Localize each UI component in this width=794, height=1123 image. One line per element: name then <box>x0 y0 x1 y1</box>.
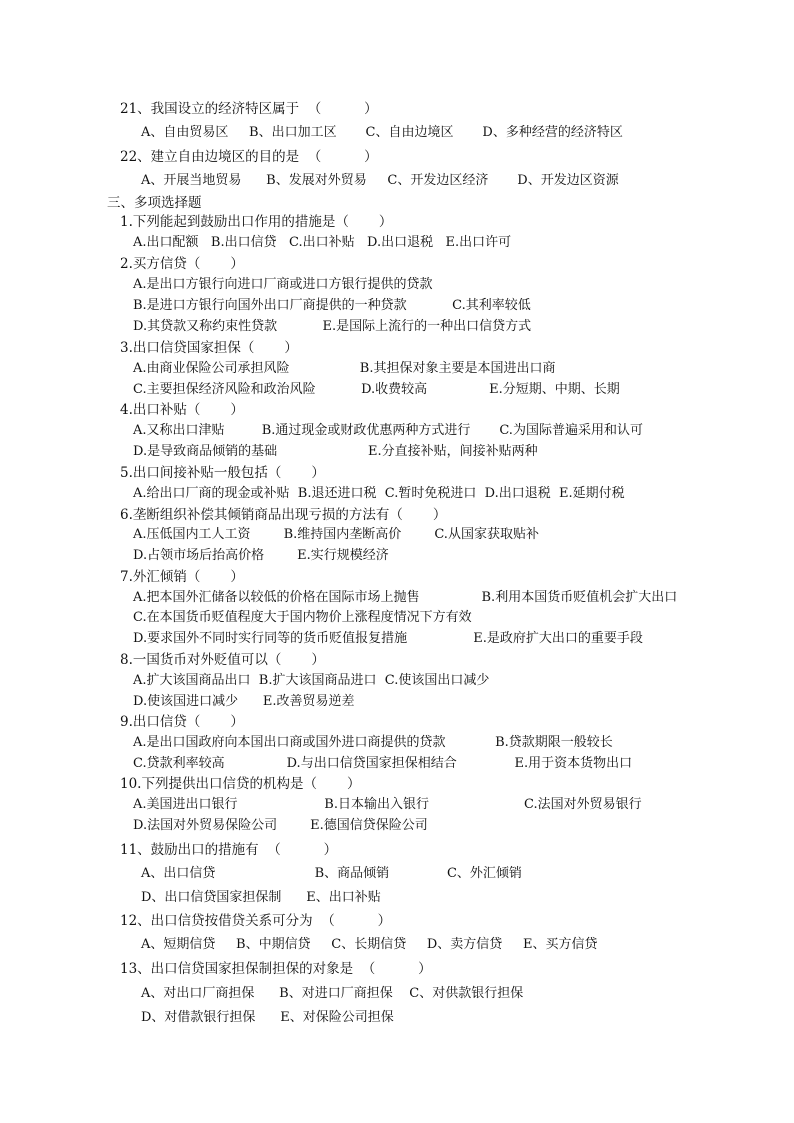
mc-question-11: 11、鼓励出口的措施有 （ ） <box>120 842 338 858</box>
mc-question-8-options-de: D.使该国进口减少 E.改善贸易逆差 <box>133 694 355 709</box>
mc-question-5: 5.出口间接补贴一般包括（ ） <box>120 465 325 481</box>
mc-question-4-options-de: D.是导致商品倾销的基础 E.分直接补贴，间接补贴两种 <box>133 444 538 459</box>
mc-question-7-options-de: D.要求国外不同时实行同等的货币贬值报复措施 E.是政府扩大出口的重要手段 <box>133 631 643 646</box>
section-heading-multiple-choice: 三、多项选择题 <box>107 195 202 211</box>
mc-question-7-option-c: C.在本国货币贬值程度大于国内物价上涨程度情况下方有效 <box>133 610 472 625</box>
mc-question-2-options-de: D.其贷款又称约束性贷款 E.是国际上流行的一种出口信贷方式 <box>133 319 532 334</box>
mc-question-4: 4.出口补贴（ ） <box>120 402 244 418</box>
mc-question-2-options-bc: B.是进口方银行向国外出口厂商提供的一种贷款 C.其利率较低 <box>133 298 531 313</box>
question-21-options: A、自由贸易区 B、出口加工区 C、自由边境区 D、多种经营的经济特区 <box>141 125 623 140</box>
mc-question-6-options-de: D.占领市场后抬高价格 E.实行规模经济 <box>133 548 389 563</box>
mc-question-1: 1.下列能起到鼓励出口作用的措施是（ ） <box>120 214 393 230</box>
mc-question-11-options-de: D、出口信贷国家担保制 E、出口补贴 <box>141 890 381 905</box>
mc-question-11-options-abc: A、出口信贷 B、商品倾销 C、外汇倾销 <box>141 866 522 881</box>
mc-question-3-options-cde: C.主要担保经济风险和政治风险 D.收费较高 E.分短期、中期、长期 <box>133 382 620 397</box>
mc-question-13-options-de: D、对借款银行担保 E、对保险公司担保 <box>141 1010 394 1025</box>
mc-question-7-options-ab: A.把本国外汇储备以较低的价格在国际市场上抛售 B.利用本国货币贬值机会扩大出口 <box>133 590 678 605</box>
mc-question-3: 3.出口信贷国家担保（ ） <box>120 340 298 356</box>
question-21: 21、我国设立的经济特区属于 （ ） <box>120 101 378 117</box>
mc-question-1-options: A.出口配额 B.出口信贷 C.出口补贴 D.出口退税 E.出口许可 <box>133 235 512 250</box>
mc-question-3-options-ab: A.由商业保险公司承担风险 B.其担保对象主要是本国进出口商 <box>133 361 556 376</box>
mc-question-2: 2.买方信贷（ ） <box>120 256 244 272</box>
mc-question-4-options-abc: A.又称出口津贴 B.通过现金或财政优惠两种方式进行 C.为国际普遍采用和认可 <box>133 423 643 438</box>
mc-question-2-option-a: A.是出口方银行向进口厂商或进口方银行提供的贷款 <box>133 277 433 292</box>
mc-question-5-options: A.给出口厂商的现金或补贴 B.退还进口税 C.暂时免税进口 D.出口退税 E.延期付税 <box>133 486 625 501</box>
mc-question-8: 8.一国货币对外贬值可以（ ） <box>120 652 325 668</box>
question-22-options: A、开展当地贸易 B、发展对外贸易 C、开发边区经济 D、开发边区资源 <box>141 173 619 188</box>
mc-question-6-options-abc: A.压低国内工人工资 B.维持国内垄断高价 C.从国家获取贴补 <box>133 527 539 542</box>
mc-question-12-options: A、短期信贷 B、中期信贷 C、长期信贷 D、卖方信贷 E、买方信贷 <box>141 937 598 952</box>
mc-question-13-options-abc: A、对出口厂商担保 B、对进口厂商担保 C、对供款银行担保 <box>141 986 524 1001</box>
mc-question-8-options-abc: A.扩大该国商品出口 B.扩大该国商品进口 C.使该国出口减少 <box>133 673 490 688</box>
mc-question-10-options-abc: A.美国进出口银行 B.日本输出入银行 C.法国对外贸易银行 <box>133 797 642 812</box>
mc-question-13: 13、出口信贷国家担保制担保的对象是 （ ） <box>120 961 432 977</box>
mc-question-9-options-cde: C.贷款利率较高 D.与出口信贷国家担保相结合 E.用于资本货物出口 <box>133 756 633 771</box>
mc-question-9: 9.出口信贷（ ） <box>120 714 244 730</box>
mc-question-10-options-de: D.法国对外贸易保险公司 E.德国信贷保险公司 <box>133 818 428 833</box>
mc-question-9-options-ab: A.是出口国政府向本国出口商或国外进口商提供的贷款 B.贷款期限一般较长 <box>133 735 613 750</box>
mc-question-10: 10.下列提供出口信贷的机构是（ ） <box>120 776 361 792</box>
mc-question-12: 12、出口信贷按借贷关系可分为 （ ） <box>120 913 392 929</box>
mc-question-7: 7.外汇倾销（ ） <box>120 569 244 585</box>
question-22: 22、建立自由边境区的目的是 （ ） <box>120 149 378 165</box>
mc-question-6: 6.垄断组织补偿其倾销商品出现亏损的方法有（ ） <box>120 507 447 523</box>
